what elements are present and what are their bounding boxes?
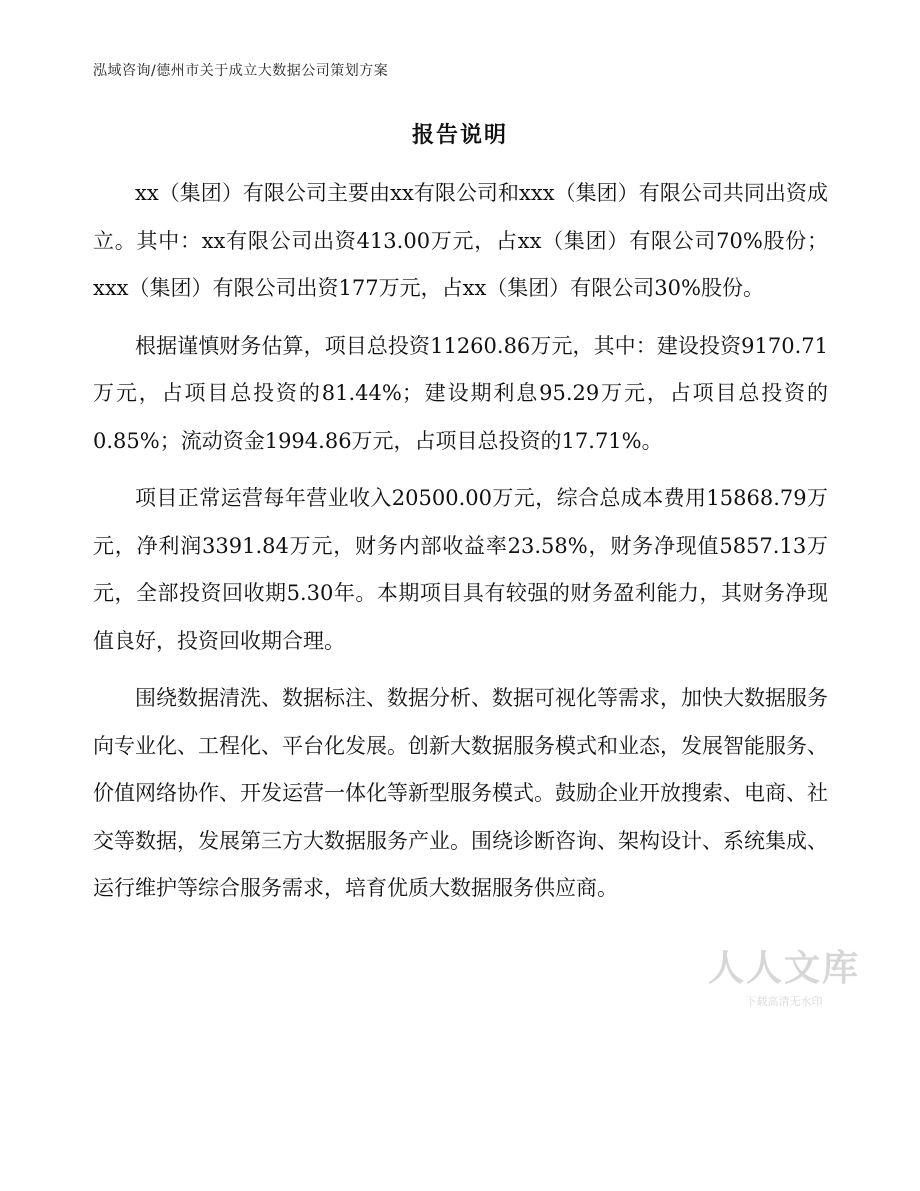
document-header: 泓域咨询/德州市关于成立大数据公司策划方案: [93, 63, 389, 79]
watermark-sub-text: 下载高清无水印: [745, 995, 823, 1008]
watermark-logo: [708, 940, 860, 1009]
page-title: 报告说明: [411, 123, 508, 148]
paragraph-services: 围绕数据清洗、数据标注、数据分析、数据可视化等需求，加快大数据服务向专业化、工程化、平台化发展。创新大数据服务模式和业态，发展智能服务、价值网络协作、开发运营一体化等新型服务模式。鼓励企业开放搜索、电商、社交等数据，发展第三方大数据服务产业。围绕诊断咨询、架构设计、系统集成、运行维护等综合服务需求，培育优质大数据服务供应商。: [93, 686, 828, 900]
watermark-main-text: 人人文库: [707, 948, 860, 989]
paragraph-shareholders: xx（集团）有限公司主要由xx有限公司和xxx（集团）有限公司共同出资成立。其中：xx有限公司出资413.00万元，占xx（集团）有限公司70%股份；xxx（集团）有限公司出资177万元，占xx（集团）有限公司30%股份。: [93, 181, 828, 300]
document-body: [93, 170, 828, 923]
paragraph-financials: 项目正常运营每年营业收入20500.00万元，综合总成本费用15868.79万元，净利润3391.84万元，财务内部收益率23.58%，财务净现值5857.13万元，全部投资回收期5.30年。本期项目具有较强的财务盈利能力，其财务净现值良好，投资回收期合理。: [93, 486, 828, 653]
paragraph-investment: 根据谨慎财务估算，项目总投资11260.86万元，其中：建设投资9170.71万元，占项目总投资的81.44%；建设期利息95.29万元，占项目总投资的0.85%；流动资金1994.86万元，占项目总投资的17.71%。: [93, 333, 828, 453]
